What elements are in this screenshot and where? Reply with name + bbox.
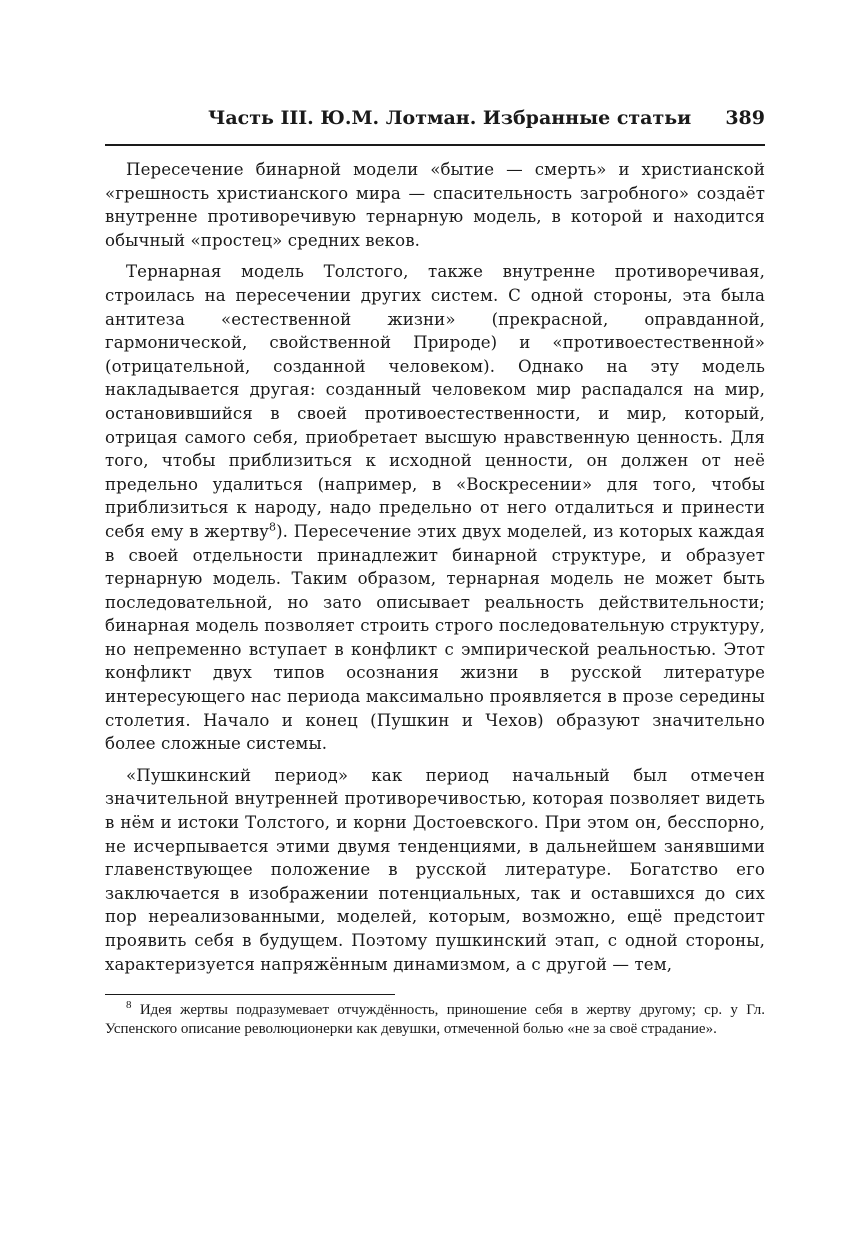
- paragraph-2: [105, 260, 765, 755]
- page-number: 389: [725, 107, 765, 129]
- footnote-divider: [105, 994, 395, 995]
- running-head: [105, 104, 765, 146]
- paragraph-2-part-2: ). Пересечение этих двух моделей, из которых каждая в своей отдельности принадлежит бинарной структуре, и образует тернарную модель. Таким образом, тернарная модель не может быть последовательной, но зато описывает реальность действительности; бинарная модель позволяет строить строго последовательную структуру, но непременно вступает в конфликт с эмпирической реальностью. Этот конфликт двух типов осознания жизни в русской литературе интересующего нас периода максимально проявляется в прозе середины столетия. Начало и конец (Пушкин и Чехов) образуют значительно более сложные системы.: [105, 521, 765, 754]
- footnote-reference: 8: [268, 520, 277, 534]
- paragraph-1: Пересечение бинарной модели «бытие — смерть» и христианской «грешность христианского мира — спасительность загробного» создаёт внутренне противоречивую тернарную модель, в которой и находится обычный «простец» средних веков.: [105, 160, 765, 250]
- running-head-title: Часть III. Ю.М. Лотман. Избранные статьи: [208, 107, 692, 129]
- footnote-text: Идея жертвы подразумевает отчуждённость, приношение себя в жертву другому; ср. у Гл. Успенского описание революционерки как девушки, отмеченной болью «не за своё страдание».: [105, 1002, 765, 1038]
- book-page: [105, 104, 765, 1039]
- footnote-number: 8: [126, 999, 132, 1012]
- body-text: [105, 158, 765, 976]
- paragraph-3: «Пушкинский период» как период начальный был отмечен значительной внутренней противоречивостью, которая позволяет видеть в нём и истоки Толстого, и корни Достоевского. При этом он, бесспорно, не исчерпывается этими двумя тенденциями, в дальнейшем занявшими главенствующее положение в русской литературе. Богатство его заключается в изображении потенциальных, так и оставшихся до сих пор нереализованными, моделей, которым, возможно, ещё предстоит проявить себя в будущем. Поэтому пушкинский этап, с одной стороны, характеризуется напряжённым динамизмом, а с другой — тем,: [105, 765, 765, 974]
- paragraph-2-part-1: Тернарная модель Толстого, также внутренне противоречивая, строилась на пересечении других систем. С одной стороны, эта была антитеза «естественной жизни» (прекрасной, оправданной, гармонической, свойственной Природе) и «противоестественной» (отрицательной, созданной человеком). Однако на эту модель накладывается другая: созданный человеком мир распадался на мир, остановившийся в своей противоестественности, и мир, который, отрицая самого себя, приобретает высшую нравственную ценность. Для того, чтобы приблизиться к исходной ценности, он должен от неё предельно удалиться (например, в «Воскресении» для того, чтобы приблизиться к народу, надо предельно от него отдалиться и принести себя ему в жертву: [105, 262, 765, 541]
- footnote: [105, 1001, 765, 1039]
